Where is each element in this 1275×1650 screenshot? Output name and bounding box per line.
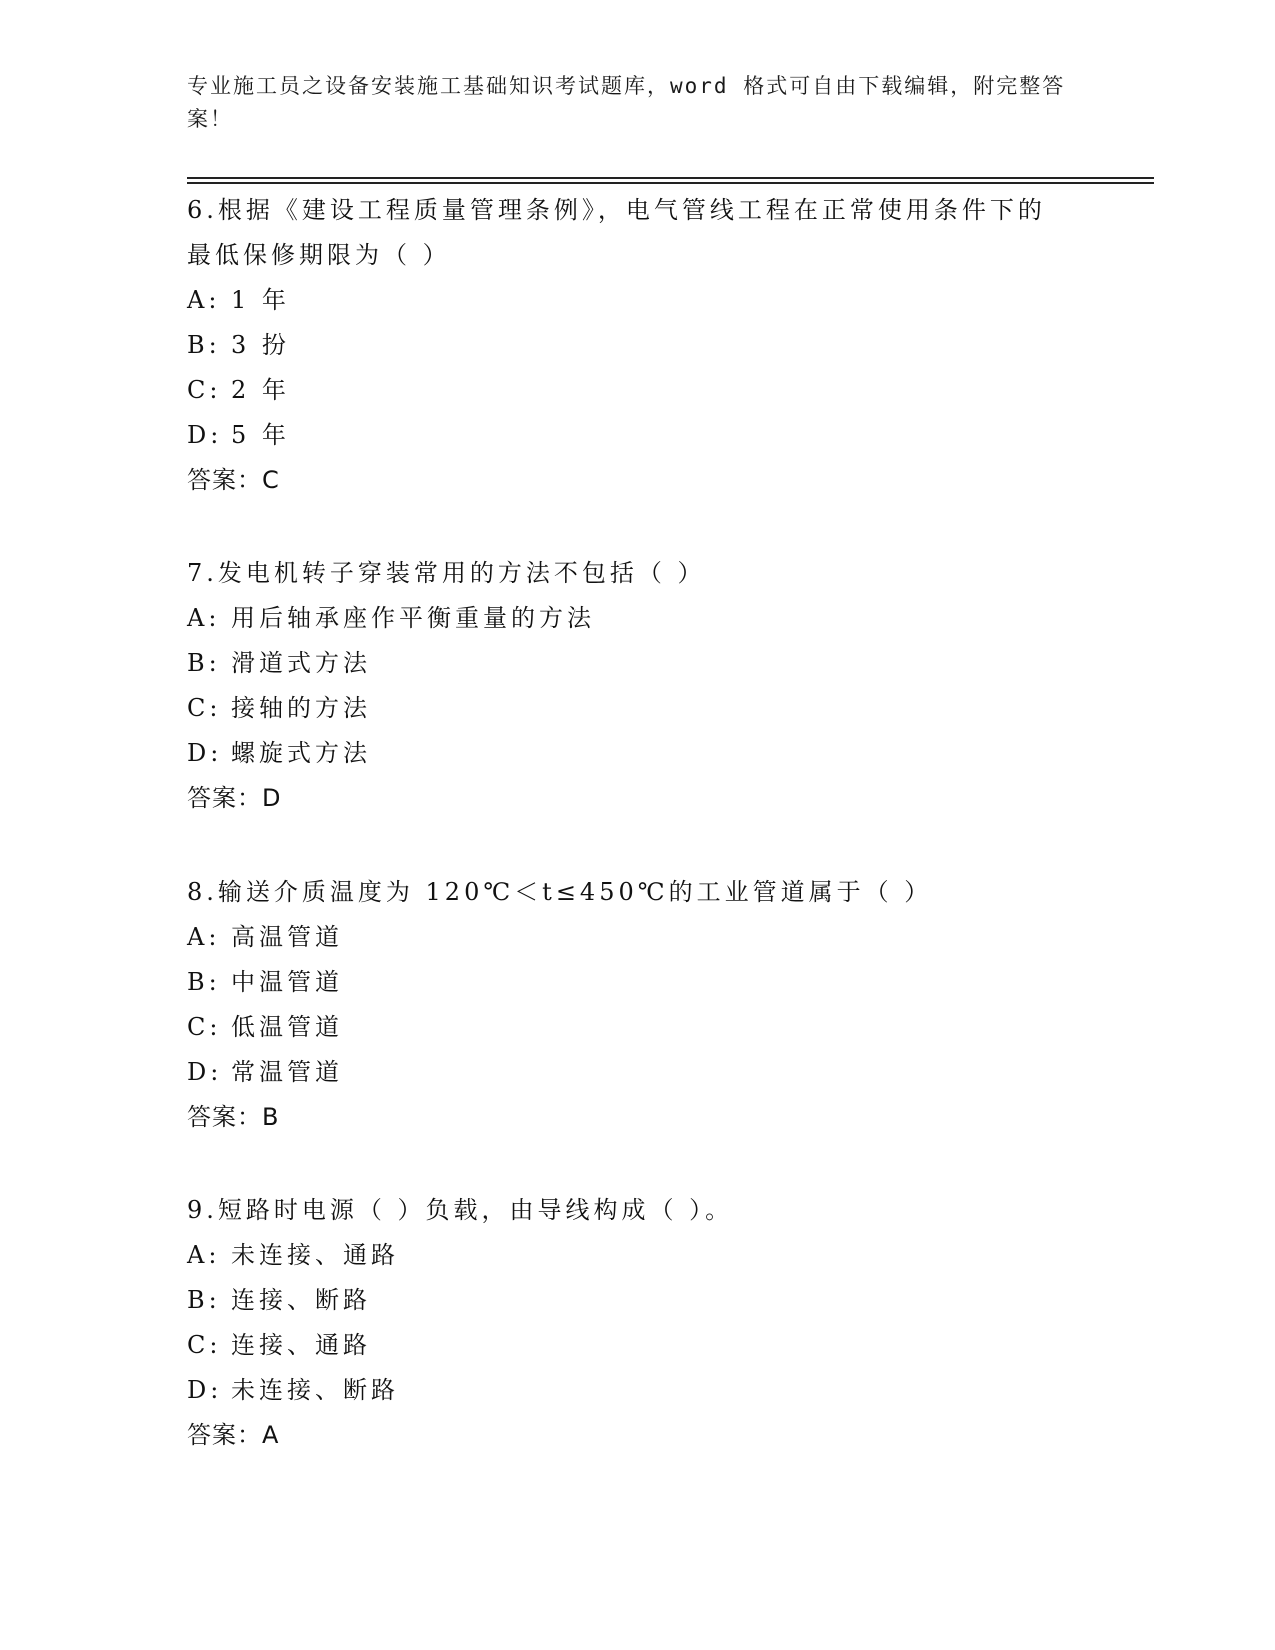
option-text: 高温管道 — [231, 923, 343, 951]
option-key: C: — [187, 694, 222, 722]
option-key: C: — [187, 376, 222, 404]
question-7 — [187, 551, 1067, 821]
option-text: 螺旋式方法 — [231, 739, 371, 767]
option-b — [187, 960, 1067, 1005]
option-text: 连接、通路 — [231, 1331, 371, 1359]
option-text: 2 年 — [231, 376, 290, 404]
option-text: 1 年 — [231, 286, 290, 314]
option-key: A: — [187, 1241, 221, 1269]
option-key: D: — [187, 421, 223, 449]
question-stem: 9.短路时电源（ ）负载，由导线构成（ ）。 — [187, 1196, 734, 1224]
question-stem: 7.发电机转子穿装常用的方法不包括（ ） — [187, 559, 706, 587]
option-key: B: — [187, 649, 221, 677]
answer-line: 答案：C — [187, 466, 280, 494]
header-divider-bottom — [187, 182, 1154, 184]
question-stem: 8.输送介质温度为 120℃＜t≤450℃的工业管道属于（ ） — [187, 878, 933, 906]
option-a — [187, 915, 1067, 960]
option-a — [187, 1233, 1067, 1278]
answer-line: 答案：B — [187, 1103, 280, 1131]
option-key: D: — [187, 1376, 223, 1404]
answer-line: 答案：A — [187, 1421, 280, 1449]
option-c — [187, 1005, 1067, 1050]
option-c — [187, 1323, 1067, 1368]
option-key: B: — [187, 331, 221, 359]
option-text: 中温管道 — [231, 968, 343, 996]
option-b — [187, 1278, 1067, 1323]
option-key: A: — [187, 286, 221, 314]
option-text: 接轴的方法 — [231, 694, 371, 722]
option-d — [187, 1368, 1067, 1413]
option-key: D: — [187, 1058, 223, 1086]
option-c — [187, 368, 1067, 413]
option-key: A: — [187, 604, 221, 632]
option-key: A: — [187, 923, 221, 951]
document-header: 专业施工员之设备安装施工基础知识考试题库，word 格式可自由下载编辑，附完整答案！ — [187, 74, 1066, 131]
option-text: 低温管道 — [231, 1013, 343, 1041]
option-key: D: — [187, 739, 223, 767]
option-d — [187, 1050, 1067, 1095]
option-text: 3 扮 — [231, 331, 290, 359]
option-text: 连接、断路 — [231, 1286, 371, 1314]
option-key: B: — [187, 968, 221, 996]
option-key: C: — [187, 1331, 222, 1359]
option-text: 未连接、通路 — [231, 1241, 399, 1269]
option-d — [187, 413, 1067, 458]
option-b — [187, 641, 1067, 686]
option-c — [187, 686, 1067, 731]
option-d — [187, 731, 1067, 776]
option-key: C: — [187, 1013, 222, 1041]
option-b — [187, 323, 1067, 368]
answer-line: 答案：D — [187, 784, 282, 812]
option-text: 未连接、断路 — [231, 1376, 399, 1404]
option-text: 常温管道 — [231, 1058, 343, 1086]
option-text: 滑道式方法 — [231, 649, 371, 677]
header-divider-top — [187, 177, 1154, 179]
question-9 — [187, 1188, 1067, 1458]
question-6 — [187, 188, 1067, 503]
option-text: 5 年 — [231, 421, 290, 449]
option-a — [187, 596, 1067, 641]
option-a — [187, 278, 1067, 323]
option-text: 用后轴承座作平衡重量的方法 — [231, 604, 595, 632]
question-stem: 6.根据《建设工程质量管理条例》，电气管线工程在正常使用条件下的最低保修期限为（ ） — [187, 196, 1046, 269]
question-8 — [187, 870, 1067, 1140]
option-key: B: — [187, 1286, 221, 1314]
